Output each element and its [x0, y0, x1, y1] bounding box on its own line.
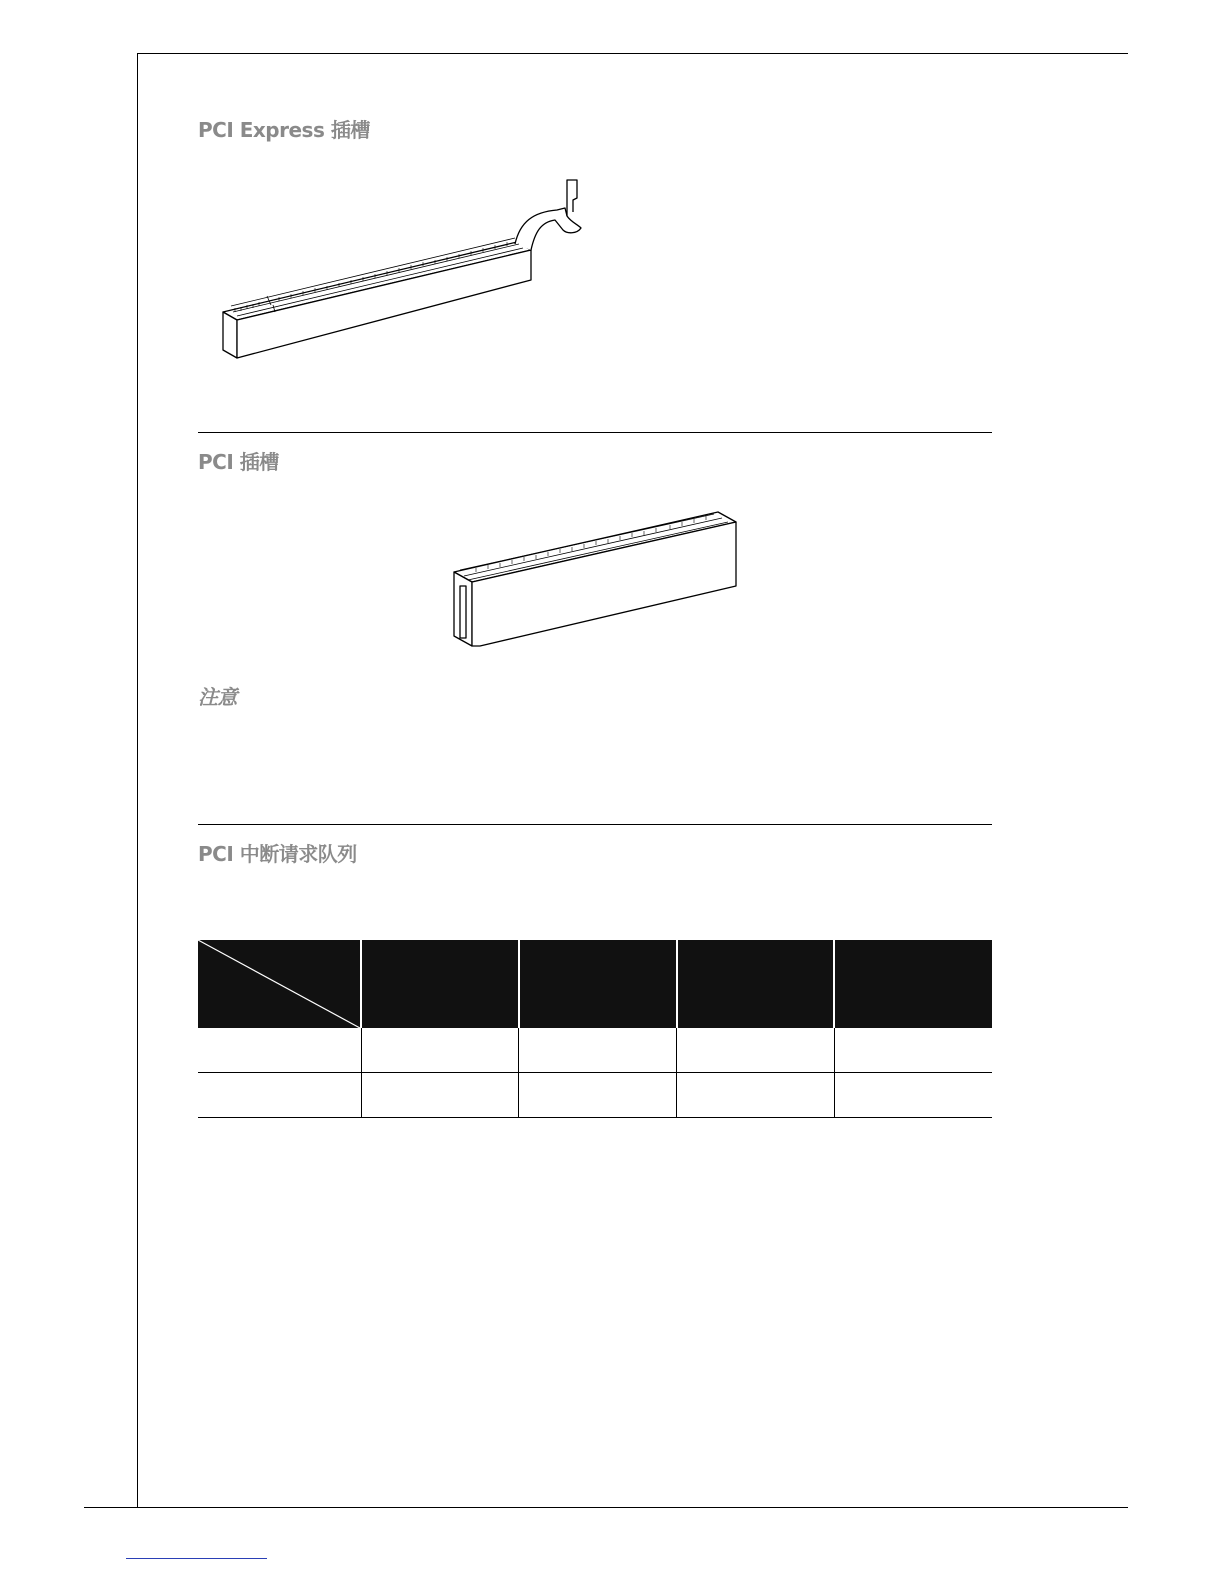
irq-table-header-row — [198, 940, 992, 1028]
irq-table-cell — [834, 1073, 992, 1118]
frame-top-rule — [137, 53, 1128, 54]
irq-table-header-cell — [834, 940, 992, 1028]
irq-table-header-cell — [519, 940, 677, 1028]
irq-table-cell — [519, 1028, 677, 1073]
footer-link-underline — [126, 1558, 267, 1559]
frame-bottom-rule — [84, 1507, 1128, 1508]
irq-table-cell — [361, 1028, 519, 1073]
pcie-heading: PCI Express 插槽 — [198, 118, 370, 142]
irq-table-header-cell — [677, 940, 835, 1028]
irq-table-corner-cell — [198, 940, 361, 1028]
irq-table-cell — [677, 1028, 835, 1073]
irq-routing-table — [198, 940, 992, 1118]
pci-slot-diagram — [446, 506, 746, 652]
irq-section-rule — [198, 824, 992, 825]
frame-left-rule — [137, 53, 138, 1508]
irq-table-cell — [834, 1028, 992, 1073]
irq-table-cell — [198, 1073, 361, 1118]
irq-table-cell — [519, 1073, 677, 1118]
table-row — [198, 1073, 992, 1118]
note-heading: 注意 — [198, 685, 237, 709]
irq-heading: PCI 中断请求队列 — [198, 842, 357, 866]
irq-table-header-cell — [361, 940, 519, 1028]
pci-section-rule — [198, 432, 992, 433]
pcie-slot-diagram — [215, 172, 595, 368]
irq-table-cell — [677, 1073, 835, 1118]
table-row — [198, 1028, 992, 1073]
diagonal-divider — [198, 940, 360, 1028]
irq-table-cell — [198, 1028, 361, 1073]
irq-table-cell — [361, 1073, 519, 1118]
pci-heading: PCI 插槽 — [198, 450, 279, 474]
